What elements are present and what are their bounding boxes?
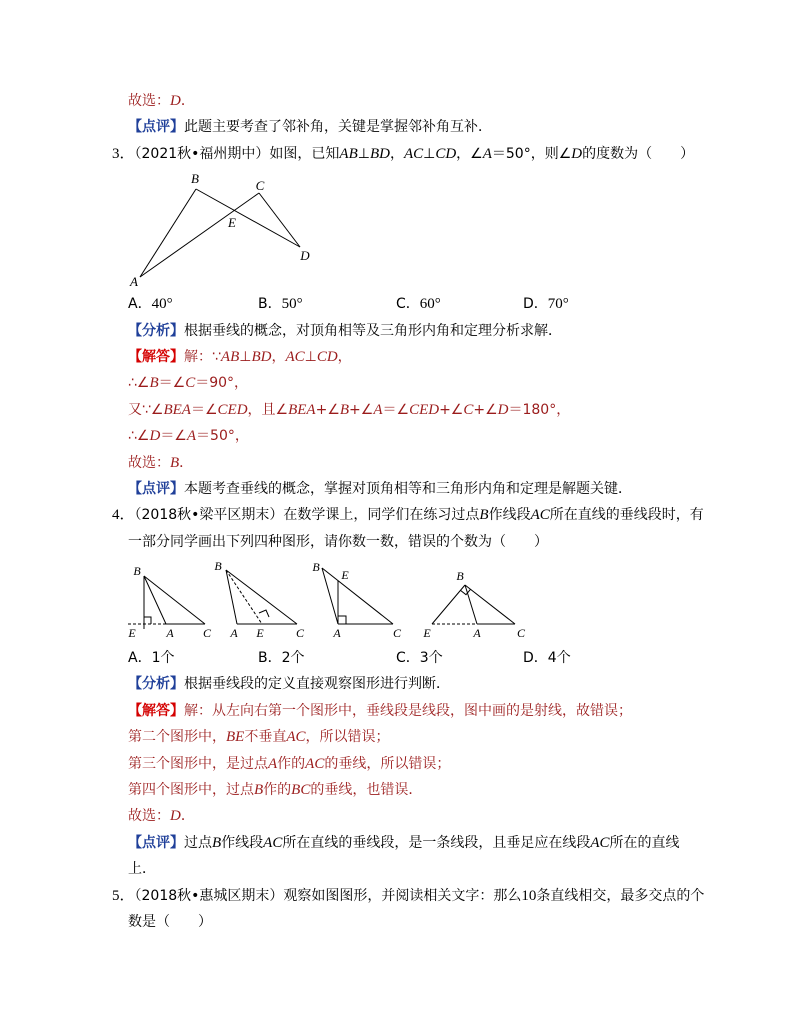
point-label-b: B: [214, 559, 222, 574]
solution-var: A: [373, 401, 383, 418]
right-angle-mark: [259, 610, 269, 617]
analysis-text: 根据垂线的概念，对顶角相等及三角形内角和定理分析求解．: [184, 322, 562, 339]
solution-var: B: [254, 782, 264, 799]
solution-text: ⊥: [239, 348, 252, 365]
stem-text: ，∠: [456, 145, 483, 162]
option-d: [523, 645, 571, 671]
point-label-a: A: [166, 626, 174, 641]
comment-text: 过点: [184, 834, 212, 851]
solution-text: 的垂线，所以错误；: [324, 755, 451, 772]
segment-be: [432, 585, 465, 624]
question-3-analysis: [128, 318, 728, 344]
point-label-c: C: [255, 178, 265, 194]
solution-text: 解：∵: [184, 348, 221, 365]
segment-bc: [322, 568, 393, 624]
stem-text: 数是（ ）: [128, 913, 212, 930]
point-label-c: C: [516, 626, 526, 641]
stem-text: 所在直线的垂线段时，有: [549, 507, 704, 524]
solution-text: 又∵∠: [128, 401, 164, 418]
stem-text: 一部分同学画出下列四种图形，请你数一数，错误的个数为（ ）: [128, 533, 548, 550]
analysis-tag: 【分析】: [128, 322, 184, 339]
comment-tag: 【点评】: [128, 834, 184, 851]
solution-var: A: [186, 428, 197, 445]
question-3-solution-line-2: [128, 370, 728, 396]
answer-label: 故选：: [128, 808, 170, 825]
question-3-options: [128, 291, 728, 317]
point-label-b: B: [191, 171, 199, 187]
option-b: [258, 291, 303, 317]
right-angle-mark: [338, 616, 346, 624]
option-key: A．: [128, 296, 152, 313]
segment-bc: [144, 576, 205, 624]
stem-text: （2018秋•梁平区期末）在数学课上，同学们在练习过点: [134, 507, 480, 524]
solution-text: +∠: [315, 401, 340, 418]
solution-text: ，所以错误；: [305, 729, 390, 746]
point-label-c: C: [295, 626, 305, 641]
solution-text: ＝90°，: [195, 375, 249, 392]
option-text: 50°: [281, 296, 303, 313]
option-key: C．: [396, 296, 420, 313]
stem-text: 作线段: [488, 507, 531, 524]
solution-text: ∴∠: [128, 428, 150, 445]
solution-var: BE: [226, 729, 245, 746]
solution-text: +∠: [473, 401, 498, 418]
point-label-e: E: [423, 626, 431, 641]
option-c: [396, 291, 441, 317]
figure-3: [322, 568, 393, 624]
figure-2: [226, 570, 297, 624]
solution-text: ，: [271, 348, 286, 365]
question-4-solution-line-4: [128, 777, 728, 803]
solution-text: 解：从左向右第一个图形中，垂线段是线段，图中画的是射线，故错误；: [184, 702, 632, 719]
point-label-d: D: [300, 248, 310, 264]
solution-var: D: [497, 401, 509, 418]
question-5-stem-line-2: [128, 909, 728, 935]
comment-text: 上．: [128, 861, 156, 878]
solution-var: AC: [286, 729, 306, 746]
solution-text: 作的: [277, 755, 306, 772]
solution-text: ＝50°，: [196, 428, 249, 445]
right-angle-mark: [144, 617, 151, 624]
question-4-comment-line-2: [128, 856, 728, 882]
option-key: B．: [258, 650, 282, 667]
solution-text: +∠: [439, 401, 464, 418]
solution-text: 不垂直: [244, 729, 287, 746]
point-label-a: A: [230, 626, 238, 641]
point-label-e: E: [128, 626, 136, 641]
answer-choice: B: [170, 454, 180, 471]
question-number: 3．: [112, 145, 135, 162]
stem-text: ⊥: [423, 145, 436, 162]
segment-ba: [322, 568, 338, 624]
point-label-a: A: [130, 274, 138, 290]
question-3-solution-line-3: [128, 397, 728, 423]
option-text: 40°: [151, 296, 173, 313]
stem-number: 10: [521, 887, 537, 904]
previous-comment-line: [128, 114, 728, 140]
point-label-e: E: [228, 215, 236, 231]
stem-var: AC: [403, 145, 424, 162]
comment-text: 作线段: [221, 834, 264, 851]
option-text: 1个: [151, 650, 175, 667]
figure-4: [432, 585, 515, 624]
solution-text: 的垂线，也错误．: [310, 782, 423, 799]
answer-choice: D: [170, 93, 181, 109]
option-a: [128, 645, 175, 671]
option-key: A．: [128, 650, 152, 667]
stem-var: AB: [339, 145, 358, 162]
comment-tag: 【点评】: [128, 480, 184, 497]
question-3-stem: [112, 141, 728, 167]
question-3-comment: [128, 476, 728, 502]
stem-var: AC: [530, 507, 550, 524]
comment-text: 所在直线的垂线段，是一条线段，且垂足应在线段: [282, 834, 591, 851]
option-text: 60°: [419, 296, 441, 313]
solution-text: ＝∠: [382, 401, 410, 418]
comment-var: AC: [590, 834, 610, 851]
solution-text: 第四个图形中，过点: [128, 782, 254, 799]
stem-text: ⊥: [357, 145, 370, 162]
question-5-stem-line-1: [112, 883, 728, 909]
question-number: 4．: [112, 507, 135, 524]
solution-var: CD: [316, 348, 338, 365]
solution-text: ＝∠: [160, 428, 187, 445]
solution-var: BC: [291, 782, 311, 799]
question-3-answer: [128, 450, 728, 476]
solution-text: ，且∠: [247, 401, 289, 418]
point-label-c: C: [392, 626, 402, 641]
point-label-a: A: [473, 626, 481, 641]
solution-text: 第三个图形中，是过点: [128, 755, 268, 772]
comment-tag: 【点评】: [128, 119, 184, 136]
solution-tag: 【解答】: [128, 348, 184, 365]
solution-var: AB: [220, 348, 240, 365]
segment-ac: [140, 193, 259, 277]
question-4-options: [128, 645, 728, 671]
question-3-solution-line-4: [128, 423, 728, 449]
answer-end: ．: [179, 454, 194, 471]
comment-var: B: [212, 834, 222, 851]
solution-text: ∴∠: [128, 375, 150, 392]
right-angle-mark: [461, 589, 471, 594]
analysis-text: 根据垂线段的定义直接观察图形进行判断．: [184, 676, 450, 693]
stem-var: CD: [435, 145, 457, 162]
question-4-solution-line-3: [128, 751, 728, 777]
segment-ba: [226, 570, 237, 624]
solution-text: 第二个图形中，: [128, 729, 226, 746]
option-a: [128, 291, 173, 317]
comment-text: 所在的直线: [609, 834, 680, 851]
option-text: 70°: [547, 296, 569, 313]
solution-var: A: [268, 755, 278, 772]
stem-var: BD: [369, 145, 390, 162]
option-key: B．: [258, 296, 282, 313]
stem-text: 条直线相交，最多交点的个: [536, 887, 705, 904]
question-4-analysis: [128, 671, 728, 697]
figure-1: [128, 576, 205, 629]
solution-var: BEA: [163, 401, 191, 418]
question-4-answer: [128, 803, 728, 829]
option-d: [523, 291, 569, 317]
point-label-b: B: [312, 560, 320, 575]
solution-text: ，: [337, 348, 352, 365]
option-b: [258, 645, 305, 671]
option-text: 3个: [419, 650, 443, 667]
point-label-e: E: [256, 626, 264, 641]
comment-text: 本题考查垂线的概念，掌握对顶角相等和三角形内角和定理是解题关键．: [184, 480, 632, 497]
stem-text: ，: [389, 145, 404, 162]
answer-label: 故选：: [128, 454, 170, 471]
stem-text: ＝50°，则∠: [491, 145, 572, 162]
previous-answer-line: [128, 88, 728, 114]
segment-ba: [465, 585, 477, 624]
solution-tag: 【解答】: [128, 702, 184, 719]
option-text: 2个: [281, 650, 305, 667]
solution-text: ⊥: [304, 348, 317, 365]
comment-text: 此题主要考查了邻补角，关键是掌握邻补角互补．: [184, 119, 492, 136]
answer-end: ．: [180, 93, 195, 109]
segment-ab: [140, 189, 196, 277]
solution-var: C: [185, 375, 196, 392]
point-label-c: C: [202, 626, 212, 641]
comment-var: AC: [263, 834, 283, 851]
answer-label: 故选：: [128, 93, 170, 109]
point-label-a: A: [333, 626, 341, 641]
question-3-solution-line-1: [128, 344, 728, 370]
solution-var: BD: [251, 348, 272, 365]
solution-var: CED: [409, 401, 440, 418]
question-4-comment-line-1: [128, 830, 728, 856]
option-key: D．: [523, 650, 548, 667]
stem-text: （2018秋•惠城区期末）观察如图图形，并阅读相关文字：那么: [134, 887, 522, 904]
stem-var: B: [479, 507, 489, 524]
question-4-stem-line-2: [128, 529, 728, 555]
solution-text: 作的: [263, 782, 292, 799]
stem-var: D: [571, 145, 583, 162]
question-4-solution-line-2: [128, 724, 728, 750]
question-4-figures: [118, 555, 538, 645]
solution-var: B: [339, 401, 350, 418]
point-label-e: E: [341, 568, 349, 583]
answer-end: ．: [180, 808, 195, 825]
point-label-b: B: [133, 564, 141, 579]
question-number: 5．: [112, 887, 135, 904]
page-content: [112, 88, 728, 935]
option-c: [396, 645, 443, 671]
question-4-solution-line-1: [128, 698, 728, 724]
answer-choice: D: [170, 808, 181, 825]
solution-var: AC: [285, 348, 305, 365]
solution-var: AC: [305, 755, 325, 772]
solution-var: D: [149, 428, 161, 445]
segment-bc: [465, 585, 515, 624]
solution-var: CED: [217, 401, 248, 418]
stem-text: （2021秋•福州期中）如图，已知: [134, 145, 340, 162]
option-text: 4个: [547, 650, 571, 667]
segment-cd: [259, 193, 300, 247]
point-label-b: B: [456, 569, 464, 584]
solution-text: ＝∠: [190, 401, 218, 418]
stem-text: 的度数为（ ）: [582, 145, 695, 162]
solution-var: BEA: [288, 401, 316, 418]
solution-text: ＝∠: [158, 375, 186, 392]
question-4-stem-line-1: [112, 502, 728, 528]
solution-var: C: [463, 401, 474, 418]
segment-bd: [196, 189, 300, 247]
analysis-tag: 【分析】: [128, 676, 184, 693]
option-key: C．: [396, 650, 420, 667]
option-key: D．: [523, 296, 548, 313]
solution-text: +∠: [349, 401, 374, 418]
solution-var: B: [149, 375, 159, 392]
question-3-figure: [128, 167, 428, 291]
segment-bc: [226, 570, 297, 624]
solution-text: ＝180°，: [508, 401, 571, 418]
stem-var: A: [482, 145, 492, 162]
